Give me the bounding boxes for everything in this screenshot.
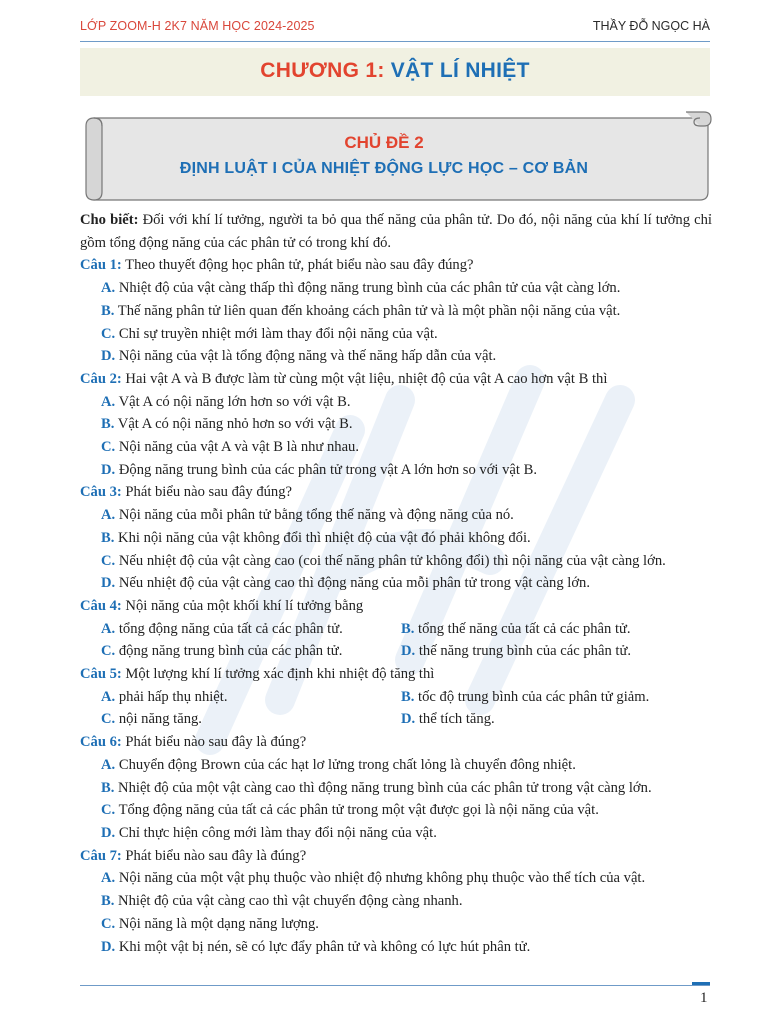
- intro-paragraph: [80, 209, 712, 254]
- question-label: Câu 1:: [80, 257, 122, 274]
- option-d: [80, 936, 712, 959]
- option-label: D.: [101, 575, 116, 592]
- option-d: [80, 822, 712, 845]
- topic-title: CHỦ ĐỀ 2: [344, 133, 424, 152]
- option-row: [80, 708, 712, 731]
- option-text: tốc độ trung bình của các phân tử giảm.: [418, 688, 650, 705]
- option-label: A.: [101, 507, 116, 524]
- option-text: Nếu nhiệt độ của vật càng cao thì động năng của mỗi phân tử trong vật càng lớn.: [118, 575, 590, 592]
- footer-accent: [692, 982, 710, 985]
- option-label: A.: [101, 870, 116, 887]
- intro-text: Đối với khí lí tưởng, người ta bỏ qua thế năng của phân tử. Do đó, nội năng của khí lí tưởng chỉ gồm tổng động năng của các phân tử có trong khí đó.: [80, 212, 712, 251]
- question-5: [80, 663, 712, 686]
- option-a: [80, 867, 712, 890]
- option-b: [80, 300, 712, 323]
- option-text: Thế năng phân tử liên quan đến khoảng cách phân tử và là một phần nội năng của vật.: [117, 302, 621, 319]
- option-label: B.: [401, 688, 415, 705]
- option-label: D.: [101, 938, 116, 955]
- option-label: A.: [101, 280, 116, 297]
- option-c: [101, 640, 401, 663]
- option-text: Chuyển động Brown của các hạt lơ lửng trong chất lỏng là chuyển đông nhiệt.: [118, 756, 576, 773]
- question-7: [80, 845, 712, 868]
- question-label: Câu 7:: [80, 847, 122, 864]
- document-body: [80, 209, 712, 958]
- question-label: Câu 3:: [80, 484, 122, 501]
- option-label: D.: [401, 711, 416, 728]
- intro-label: Cho biết:: [80, 212, 139, 228]
- option-c: [101, 708, 401, 731]
- option-label: A.: [101, 756, 116, 773]
- chapter-number: CHƯƠNG 1:: [260, 59, 385, 82]
- option-text: thế năng trung bình của các phân tử.: [418, 643, 632, 660]
- chapter-name: VẬT LÍ NHIỆT: [390, 59, 530, 82]
- option-text: tổng động năng của tất cả các phân tử.: [118, 620, 343, 637]
- option-label: B.: [101, 529, 115, 546]
- footer-divider: [80, 985, 710, 986]
- option-label: B.: [101, 416, 115, 433]
- option-label: D.: [401, 643, 416, 660]
- scroll-banner: [80, 110, 712, 202]
- chapter-title: [80, 59, 710, 83]
- option-c: [80, 913, 712, 936]
- question-text: Theo thuyết động học phân tử, phát biểu nào sau đây đúng?: [125, 257, 474, 274]
- option-text: Chỉ sự truyền nhiệt mới làm thay đổi nội năng của vật.: [118, 325, 438, 342]
- option-a: [101, 686, 401, 709]
- question-2: [80, 368, 712, 391]
- option-a: [101, 618, 401, 641]
- question-text: Phát biểu nào sau đây là đúng?: [125, 734, 307, 751]
- option-a: [80, 277, 712, 300]
- option-label: C.: [101, 439, 116, 456]
- option-text: Nội năng của vật A và vật B là như nhau.: [118, 439, 359, 456]
- option-a: [80, 504, 712, 527]
- topic-subtitle: ĐỊNH LUẬT I CỦA NHIỆT ĐỘNG LỰC HỌC – CƠ BẢN: [179, 160, 589, 177]
- option-label: D.: [101, 348, 116, 365]
- option-label: C.: [101, 643, 116, 660]
- question-6: [80, 731, 712, 754]
- option-text: động năng trung bình của các phân tử.: [118, 643, 343, 660]
- question-text: Một lượng khí lí tưởng xác định khi nhiệt độ tăng thì: [125, 666, 435, 683]
- page-number: 1: [700, 990, 708, 1006]
- option-text: nội năng tăng.: [118, 711, 202, 728]
- option-row: [80, 618, 712, 641]
- option-b: [80, 413, 712, 436]
- option-label: A.: [101, 688, 116, 705]
- option-d: [401, 708, 701, 731]
- option-d: [80, 459, 712, 482]
- option-text: Nội năng của mỗi phân tử bằng tổng thế năng và động năng của nó.: [118, 507, 514, 524]
- chapter-banner: [80, 48, 710, 96]
- question-1: [80, 254, 712, 277]
- question-text: Hai vật A và B được làm từ cùng một vật liệu, nhiệt độ của vật A cao hơn vật B thì: [125, 370, 608, 387]
- option-label: B.: [401, 620, 415, 637]
- option-c: [80, 323, 712, 346]
- option-label: A.: [101, 393, 116, 410]
- option-b: [80, 777, 712, 800]
- option-label: D.: [101, 824, 116, 841]
- header-teacher-name: THẦY ĐỖ NGỌC HÀ: [592, 19, 710, 33]
- question-label: Câu 4:: [80, 597, 122, 614]
- option-text: thể tích tăng.: [418, 711, 495, 728]
- option-row: [80, 686, 712, 709]
- option-label: D.: [101, 461, 116, 478]
- option-text: Nếu nhiệt độ của vật càng cao (coi thế năng phân tử không đổi) thì nội năng của vật càng lớn.: [118, 552, 666, 569]
- option-text: Nội năng của vật là tổng động năng và thế năng hấp dẫn của vật.: [118, 348, 497, 365]
- header-class-label: LỚP ZOOM-H 2K7 NĂM HỌC 2024-2025: [80, 19, 315, 33]
- question-label: Câu 5:: [80, 666, 122, 683]
- option-text: Vật A có nội năng nhỏ hơn so với vật B.: [117, 416, 353, 433]
- question-text: Phát biểu nào sau đây là đúng?: [125, 847, 307, 864]
- option-c: [80, 550, 712, 573]
- question-label: Câu 6:: [80, 734, 122, 751]
- question-label: Câu 2:: [80, 370, 122, 387]
- option-text: Tổng động năng của tất cả các phân tử trong một vật được gọi là nội năng của vật.: [118, 802, 599, 819]
- option-d: [80, 345, 712, 368]
- option-c: [80, 799, 712, 822]
- option-text: Khi nội năng của vật không đổi thì nhiệt độ của vật đó phải không đổi.: [118, 529, 531, 546]
- option-d: [80, 572, 712, 595]
- header-divider: [80, 41, 710, 42]
- question-text: Phát biểu nào sau đây đúng?: [125, 484, 292, 501]
- option-text: Nhiệt độ của vật càng cao thì vật chuyển động càng nhanh.: [118, 893, 463, 910]
- option-b: [401, 618, 701, 641]
- option-text: tổng thế năng của tất cả các phân tử.: [418, 620, 631, 637]
- option-text: Nhiệt độ của một vật càng cao thì động năng trung bình của các phân tử trong vật càng lớn.: [118, 779, 652, 796]
- option-b: [401, 686, 701, 709]
- question-3: [80, 481, 712, 504]
- option-text: Khi một vật bị nén, sẽ có lực đẩy phân tử và không có lực hút phân tử.: [118, 938, 531, 955]
- option-label: B.: [101, 779, 115, 796]
- option-text: phải hấp thụ nhiệt.: [118, 688, 228, 705]
- option-b: [80, 890, 712, 913]
- option-label: B.: [101, 893, 115, 910]
- option-label: B.: [101, 302, 115, 319]
- option-label: C.: [101, 802, 116, 819]
- option-label: C.: [101, 711, 116, 728]
- option-label: C.: [101, 915, 116, 932]
- option-text: Nội năng của một vật phụ thuộc vào nhiệt độ nhưng không phụ thuộc vào thể tích của vật.: [118, 870, 646, 887]
- option-b: [80, 527, 712, 550]
- option-label: A.: [101, 620, 116, 637]
- option-d: [401, 640, 701, 663]
- option-a: [80, 754, 712, 777]
- option-label: C.: [101, 325, 116, 342]
- option-text: Chỉ thực hiện công mới làm thay đổi nội năng của vật.: [118, 824, 437, 841]
- option-text: Vật A có nội năng lớn hơn so với vật B.: [118, 393, 351, 410]
- question-text: Nội năng của một khối khí lí tưởng bằng: [125, 597, 364, 614]
- option-label: C.: [101, 552, 116, 569]
- option-c: [80, 436, 712, 459]
- question-4: [80, 595, 712, 618]
- option-text: Nhiệt độ của vật càng thấp thì động năng trung bình của các phân tử của vật càng lớn.: [118, 280, 621, 297]
- option-row: [80, 640, 712, 663]
- option-text: Nội năng là một dạng năng lượng.: [118, 915, 319, 932]
- option-text: Động năng trung bình của các phân tử trong vật A lớn hơn so với vật B.: [118, 461, 537, 478]
- option-a: [80, 391, 712, 414]
